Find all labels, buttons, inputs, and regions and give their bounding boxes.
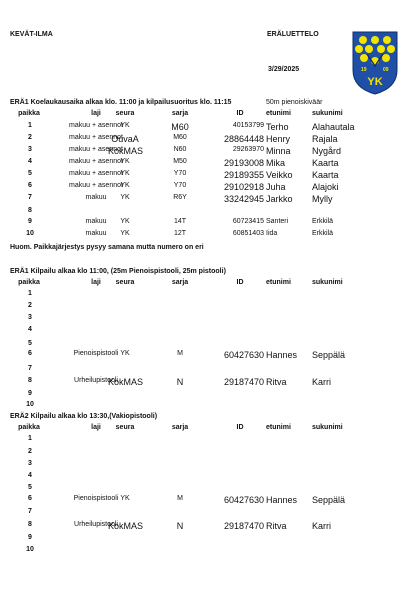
cell-laji: makuu + asennot <box>69 134 123 141</box>
table-row <box>0 218 414 229</box>
cell-sarja: N <box>176 377 184 387</box>
date: 3/29/2025 <box>268 66 300 73</box>
cell-paikka: 1 <box>28 122 32 129</box>
cell-seura: OuvaA <box>111 134 139 144</box>
cell-paikka: 6 <box>28 350 32 357</box>
cell-seura: YK <box>120 350 130 357</box>
cell-laji: makuu + asennot <box>69 146 123 153</box>
header-paikka: paikka <box>18 110 40 117</box>
cell-paikka: 4 <box>28 326 32 333</box>
table-row <box>0 401 414 412</box>
cell-etunimi: Ritva <box>266 377 287 387</box>
header-etunimi: etunimi <box>266 110 291 117</box>
cell-laji: makuu + asennot <box>69 170 123 177</box>
cell-paikka: 10 <box>26 401 34 408</box>
cell-sukunimi: Alajoki <box>312 182 339 192</box>
header-sarja: sarja <box>171 424 189 431</box>
cell-id: 60427630 <box>223 495 264 505</box>
cell-id: 29102918 <box>223 182 264 192</box>
cell-sukunimi: Nygård <box>312 146 342 156</box>
cell-paikka: 5 <box>28 484 32 491</box>
cell-paikka: 6 <box>28 495 32 502</box>
table-row <box>0 448 414 459</box>
table-row <box>0 134 414 145</box>
cell-laji: Pienoispistooli <box>73 350 119 357</box>
cell-seura: KokMAS <box>108 146 144 156</box>
cell-id: 29187470 <box>223 377 264 387</box>
table-row <box>0 230 414 241</box>
cell-sarja: Y70 <box>173 182 187 189</box>
header-sukunimi: sukunimi <box>312 110 343 117</box>
cell-laji: makuu <box>85 218 107 225</box>
table-row <box>0 170 414 181</box>
cell-laji: Urheilupistooli <box>74 521 118 528</box>
header-sukunimi: sukunimi <box>312 279 343 286</box>
cell-seura: YK <box>120 170 130 177</box>
cell-id: 60723415 <box>232 218 264 225</box>
cell-sarja: Y70 <box>173 170 187 177</box>
cell-etunimi: Mika <box>266 158 286 168</box>
cell-etunimi: Jarkko <box>266 194 293 204</box>
cell-etunimi: Juha <box>266 182 286 192</box>
header-laji: laji <box>91 110 101 117</box>
cell-paikka: 5 <box>28 340 32 347</box>
table-row <box>0 460 414 471</box>
cell-id: 29187470 <box>223 521 264 531</box>
cell-paikka: 7 <box>28 365 32 372</box>
table-row <box>0 158 414 169</box>
cell-sukunimi: Karri <box>312 377 332 387</box>
header-etunimi: etunimi <box>266 279 291 286</box>
table-row <box>0 495 414 506</box>
table-row <box>0 314 414 325</box>
cell-id: 29193008 <box>223 158 264 168</box>
cell-sarja: 14T <box>173 218 187 225</box>
table-row <box>0 290 414 301</box>
cell-sarja: M <box>177 495 183 502</box>
cell-laji: makuu + asennot <box>69 182 123 189</box>
cell-paikka: 1 <box>28 290 32 297</box>
cell-paikka: 3 <box>28 460 32 467</box>
cell-laji: Pienoispistooli <box>73 495 119 502</box>
cell-paikka: 8 <box>28 207 32 214</box>
cell-sarja: N60 <box>173 146 187 153</box>
table-row <box>0 302 414 313</box>
document-title: KEVÄT-ILMA <box>10 31 53 38</box>
cell-paikka: 9 <box>28 218 32 225</box>
cell-seura: YK <box>120 158 130 165</box>
header-sukunimi: sukunimi <box>312 424 343 431</box>
cell-sarja: M60 <box>173 134 187 141</box>
cell-paikka: 2 <box>28 302 32 309</box>
section1-header-row <box>0 110 414 121</box>
cell-sarja: M <box>177 350 183 357</box>
cell-etunimi: Veikko <box>266 170 293 180</box>
cell-paikka: 7 <box>28 194 32 201</box>
cell-sukunimi: Seppälä <box>312 350 346 360</box>
cell-paikka: 2 <box>28 448 32 455</box>
cell-sarja: R6Y <box>173 194 187 201</box>
cell-etunimi: Hannes <box>266 350 298 360</box>
cell-paikka: 3 <box>28 146 32 153</box>
table-row <box>0 534 414 545</box>
cell-sukunimi: Alahautala <box>312 122 355 132</box>
cell-paikka: 3 <box>28 314 32 321</box>
cell-paikka: 5 <box>28 170 32 177</box>
cell-id: 60427630 <box>223 350 264 360</box>
header-seura: seura <box>115 110 135 117</box>
cell-sukunimi: Kaarta <box>312 170 339 180</box>
section2-header-row <box>0 279 414 290</box>
cell-id: 29189355 <box>223 170 264 180</box>
table-row <box>0 472 414 483</box>
table-row <box>0 207 414 218</box>
cell-etunimi: Terho <box>266 122 289 132</box>
cell-laji: makuu <box>85 230 107 237</box>
cell-sukunimi: Karri <box>312 521 332 531</box>
cell-id: 28864448 <box>223 134 264 144</box>
header-sarja: sarja <box>171 279 189 286</box>
section1-title: ERÄ1 Koelaukausaika alkaa klo. 11:00 ja kilpailusuoritus klo. 11:15 <box>10 99 232 106</box>
header-laji: laji <box>91 279 101 286</box>
section3-header-row <box>0 424 414 435</box>
section1-note: Huom. Paikkajärjestys pysyy samana mutta numero on eri <box>10 244 204 251</box>
cell-sukunimi: Erkkilä <box>312 218 334 225</box>
table-row <box>0 508 414 519</box>
table-row <box>0 194 414 205</box>
cell-paikka: 10 <box>26 230 34 237</box>
cell-id: 33242945 <box>223 194 264 204</box>
table-row <box>0 377 414 388</box>
table-row <box>0 122 414 133</box>
cell-seura: YK <box>120 194 130 201</box>
table-row <box>0 521 414 532</box>
header-id: ID <box>236 110 244 117</box>
svg-text:19: 19 <box>361 67 367 73</box>
cell-etunimi: Hannes <box>266 495 298 505</box>
cell-id: 60851403 <box>232 230 264 237</box>
cell-paikka: 10 <box>26 546 34 553</box>
svg-text:YK: YK <box>367 76 383 88</box>
section3-title: ERÄ2 Kilpailu alkaa klo 13:30,(Vakiopistooli) <box>10 413 158 420</box>
cell-seura: KokMAS <box>108 521 144 531</box>
cell-sarja: 12T <box>173 230 187 237</box>
table-row <box>0 146 414 157</box>
club-logo <box>351 30 399 96</box>
svg-text:09: 09 <box>383 67 389 73</box>
cell-paikka: 8 <box>28 521 32 528</box>
header-seura: seura <box>115 279 135 286</box>
cell-sukunimi: Seppälä <box>312 495 346 505</box>
cell-etunimi: Minna <box>266 146 291 156</box>
cell-paikka: 4 <box>28 158 32 165</box>
cell-etunimi: Henry <box>266 134 291 144</box>
section2-title: ERÄ1 Kilpailu alkaa klo 11:00, (25m Pienoispistooli, 25m pistooli) <box>10 268 226 275</box>
cell-laji: Urheilupistooli <box>74 377 118 384</box>
header-id: ID <box>236 424 244 431</box>
cell-laji: makuu + asennot <box>69 122 123 129</box>
header-sarja: sarja <box>171 110 189 117</box>
cell-etunimi: Ritva <box>266 521 287 531</box>
table-row <box>0 350 414 361</box>
cell-paikka: 7 <box>28 508 32 515</box>
cell-seura: KokMAS <box>108 377 144 387</box>
cell-sukunimi: Mylly <box>312 194 333 204</box>
cell-laji: makuu + asennot <box>69 158 123 165</box>
table-row <box>0 182 414 193</box>
cell-paikka: 9 <box>28 534 32 541</box>
cell-sarja: M60 <box>171 122 189 132</box>
cell-paikka: 1 <box>28 435 32 442</box>
cell-id: 29263970 <box>232 146 264 153</box>
cell-etunimi: Santeri <box>266 218 289 225</box>
header-paikka: paikka <box>18 424 40 431</box>
section1-subtitle: 50m pienoiskiväär <box>266 99 323 106</box>
cell-seura: YK <box>120 230 130 237</box>
cell-sarja: M50 <box>173 158 187 165</box>
cell-sarja: N <box>176 521 184 531</box>
cell-paikka: 4 <box>28 472 32 479</box>
header-seura: seura <box>115 424 135 431</box>
table-row <box>0 546 414 557</box>
header-etunimi: etunimi <box>266 424 291 431</box>
header-id: ID <box>236 279 244 286</box>
cell-seura: YK <box>120 182 130 189</box>
header-paikka: paikka <box>18 279 40 286</box>
cell-id: 40153799 <box>232 122 264 129</box>
cell-sukunimi: Rajala <box>312 134 338 144</box>
cell-paikka: 9 <box>28 390 32 397</box>
cell-paikka: 8 <box>28 377 32 384</box>
cell-seura: YK <box>120 495 130 502</box>
cell-seura: YK <box>120 122 130 129</box>
table-row <box>0 484 414 495</box>
cell-paikka: 2 <box>28 134 32 141</box>
header-laji: laji <box>91 424 101 431</box>
list-title: ERÄLUETTELO <box>267 31 319 38</box>
table-row <box>0 326 414 337</box>
table-row <box>0 365 414 376</box>
cell-seura: YK <box>120 218 130 225</box>
table-row <box>0 390 414 401</box>
cell-paikka: 6 <box>28 182 32 189</box>
cell-etunimi: Iida <box>266 230 278 237</box>
cell-sukunimi: Kaarta <box>312 158 339 168</box>
cell-sukunimi: Erkkilä <box>312 230 334 237</box>
cell-laji: makuu <box>85 194 107 201</box>
table-row <box>0 435 414 446</box>
